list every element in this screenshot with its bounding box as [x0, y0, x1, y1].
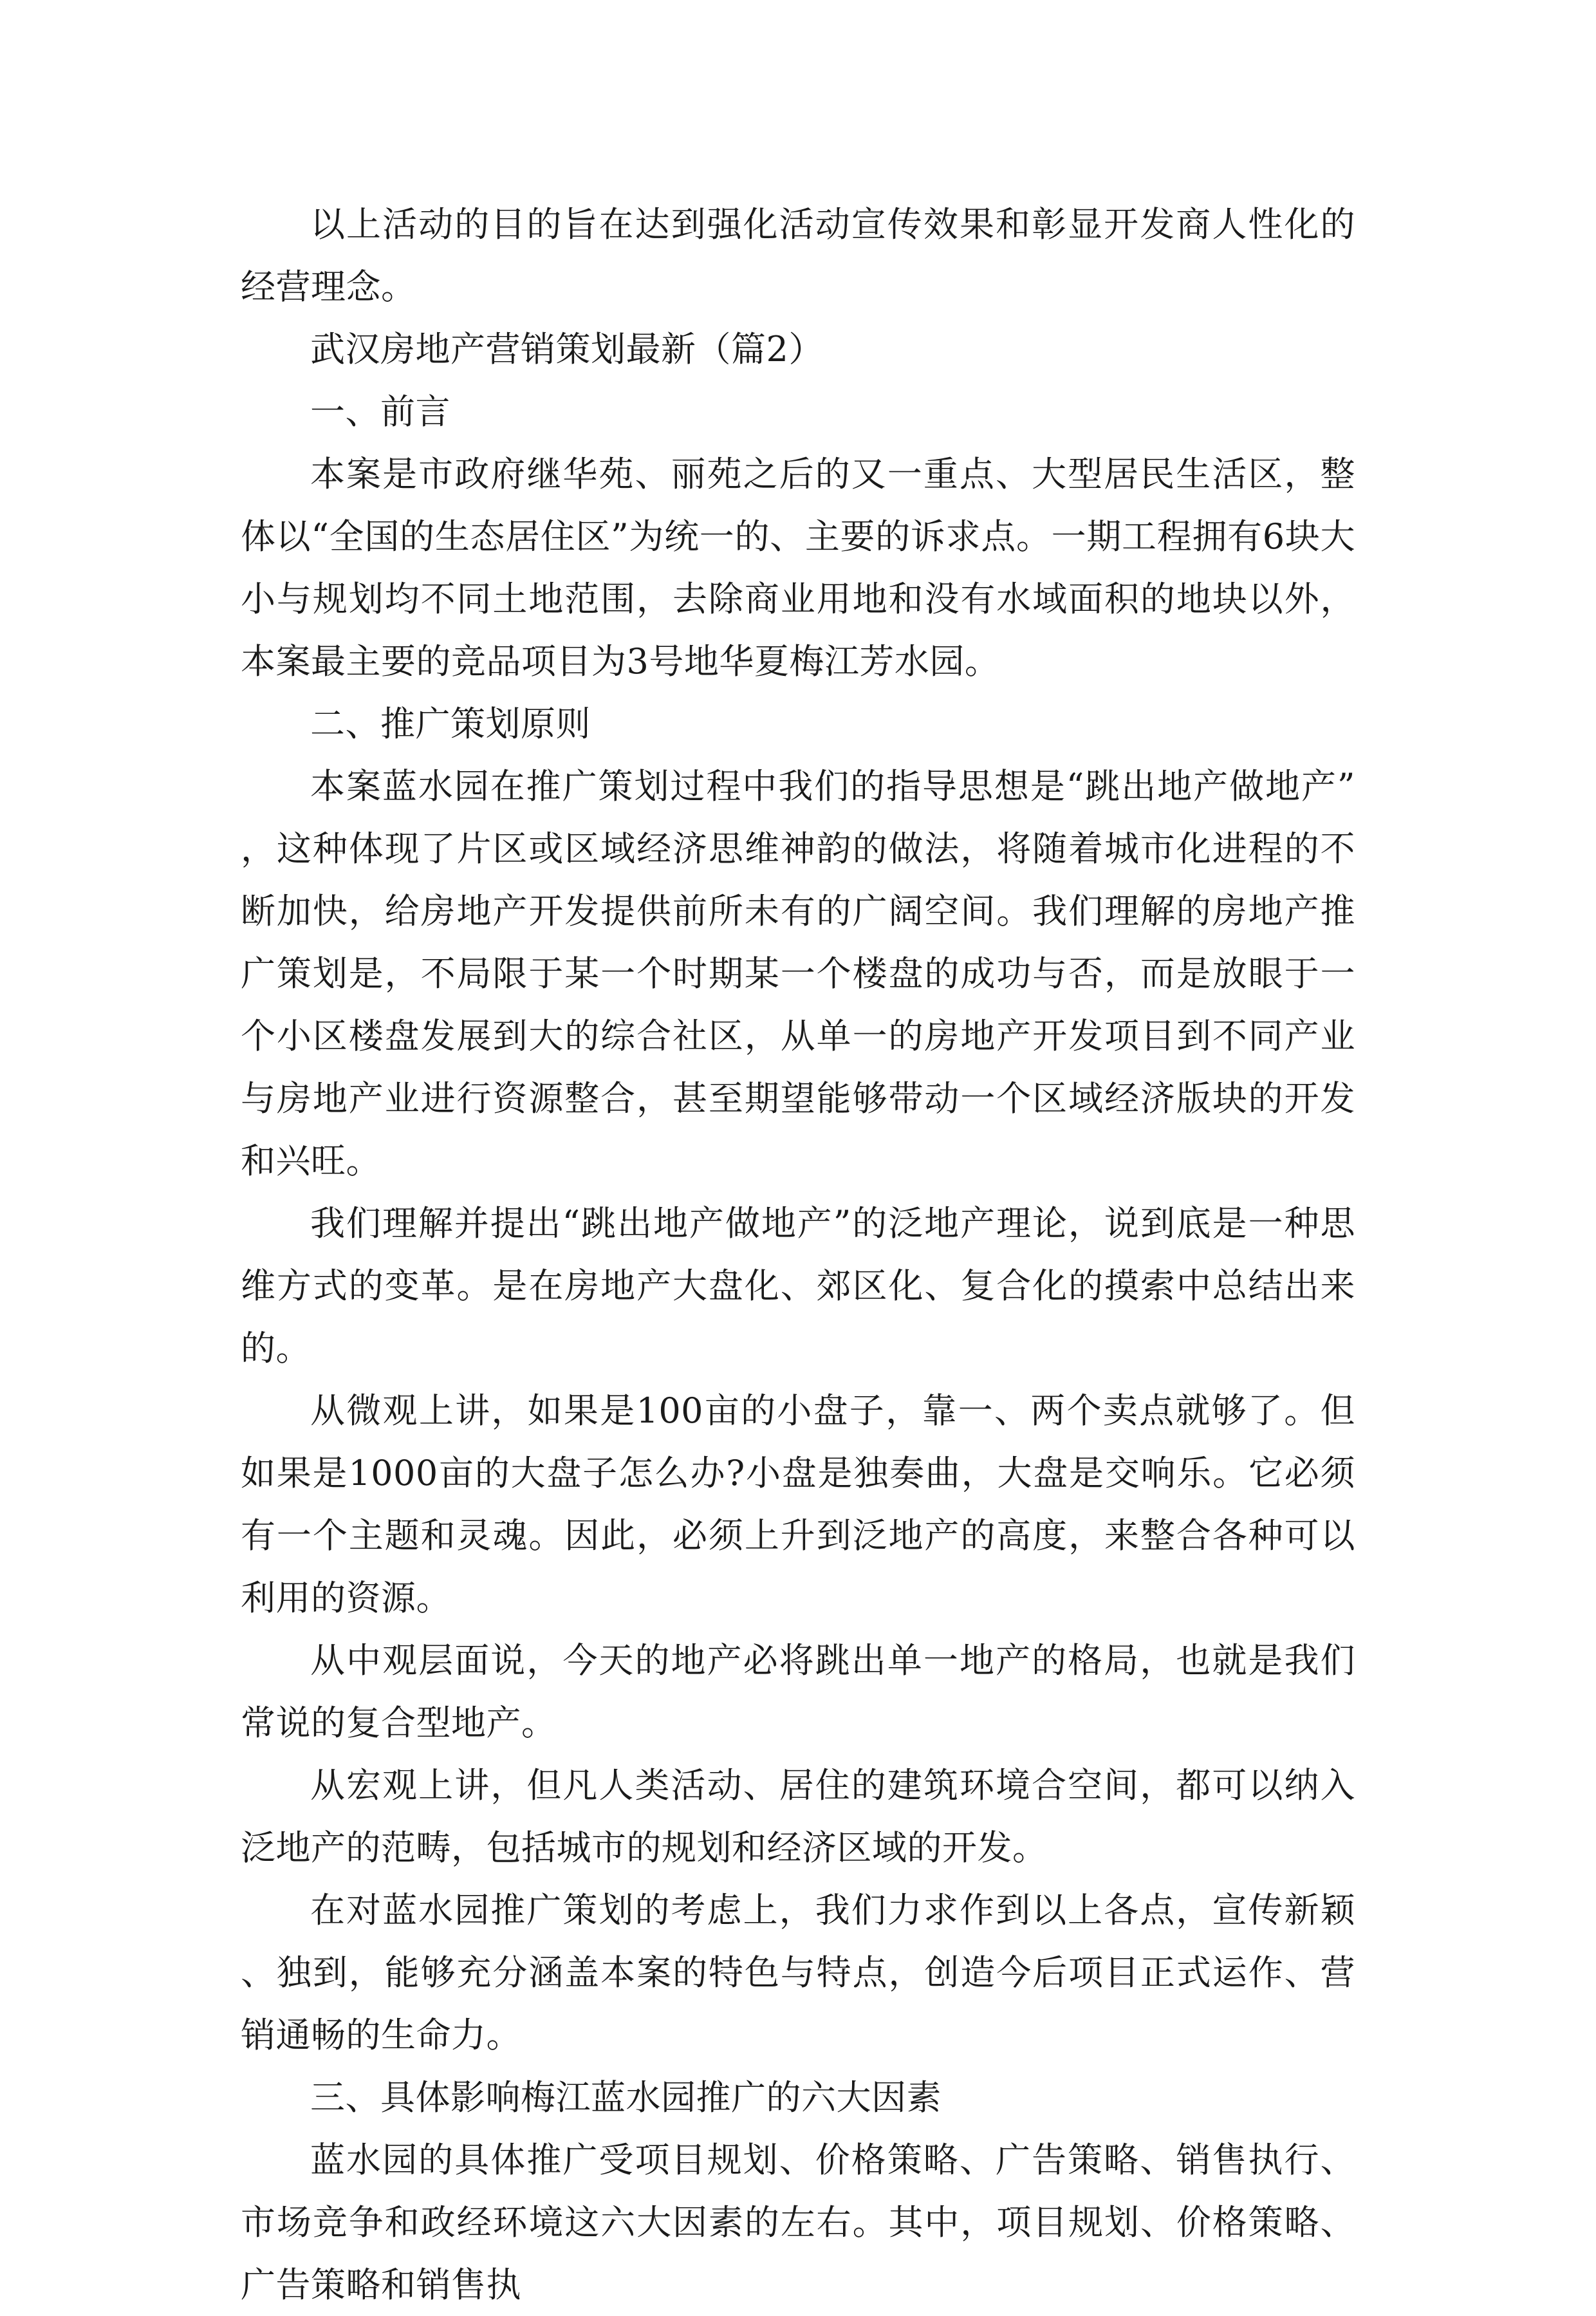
paragraph-pan-real-estate-theory: 我们理解并提出“跳出地产做地产”的泛地产理论，说到底是一种思维方式的变革。是在房地产大盘化、郊区化、复合化的摸索中总结出来的。	[241, 1203, 1355, 1368]
paragraph-macro-view: 从宏观上讲，但凡人类活动、居住的建筑环境合空间，都可以纳入泛地产的范畴，包括城市的规划和经济区域的开发。	[241, 1765, 1355, 1868]
document-body	[241, 193, 1355, 2316]
paragraph-activity-purpose: 以上活动的目的旨在达到强化活动宣传效果和彰显开发商人性化的经营理念。	[241, 204, 1355, 307]
heading-preface: 一、前言	[310, 391, 450, 432]
heading-promotion-principles: 二、推广策划原则	[310, 704, 591, 744]
paragraph-guiding-idea: 本案蓝水园在推广策划过程中我们的指导思想是“跳出地产做地产”，这种体现了片区或区域经济思维神韵的做法，将随着城市化进程的不断加快，给房地产开发提供前所未有的广阔空间。我们理解的房地产推广策划是，不局限于某一个时期某一个楼盘的成功与否，而是放眼于一个小区楼盘发展到大的综合社区，从单一的房地产开发项目到不同产业与房地产业进行资源整合，甚至期望能够带动一个区域经济版块的开发和兴旺。	[241, 766, 1355, 1181]
paragraph-micro-view: 从微观上讲，如果是100亩的小盘子，靠一、两个卖点就够了。但如果是1000亩的大盘子怎么办?小盘是独奏曲，大盘是交响乐。它必须有一个主题和灵魂。因此，必须上升到泛地产的高度，来整合各种可以利用的资源。	[241, 1390, 1355, 1618]
section-title-part-2: 武汉房地产营销策划最新（篇2）	[310, 329, 824, 369]
heading-six-factors: 三、具体影响梅江蓝水园推广的六大因素	[310, 2077, 942, 2118]
paragraph-meso-view: 从中观层面说，今天的地产必将跳出单一地产的格局，也就是我们常说的复合型地产。	[241, 1640, 1355, 1743]
paragraph-preface: 本案是市政府继华苑、丽苑之后的又一重点、大型居民生活区，整体以“全国的生态居住区”为统一的、主要的诉求点。一期工程拥有6块大小与规划均不同土地范围，去除商业用地和没有水域面积的地块以外，本案最主要的竞品项目为3号地华夏梅江芳水园。	[241, 454, 1355, 682]
paragraph-six-factors: 蓝水园的具体推广受项目规划、价格策略、广告策略、销售执行、市场竞争和政经环境这六大因素的左右。其中，项目规划、价格策略、广告策略和销售执	[241, 2140, 1355, 2305]
paragraph-promotion-considerations: 在对蓝水园推广策划的考虑上，我们力求作到以上各点，宣传新颖、独到，能够充分涵盖本案的特色与特点，创造今后项目正式运作、营销通畅的生命力。	[241, 1890, 1355, 2055]
